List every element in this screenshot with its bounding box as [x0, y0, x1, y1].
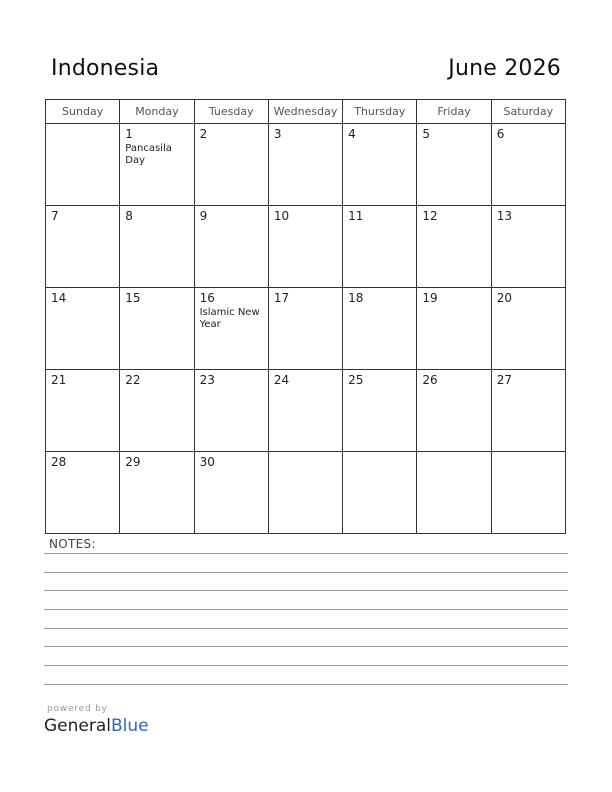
day-number: 20 — [496, 291, 512, 305]
day-cell — [343, 370, 417, 452]
brand-blue: Blue — [111, 716, 149, 736]
week-row — [46, 124, 566, 206]
day-number: 12 — [422, 209, 438, 223]
day-cell — [120, 452, 194, 534]
day-cell — [417, 206, 491, 288]
day-number: 5 — [422, 127, 431, 141]
note-line — [44, 572, 568, 573]
day-number: 25 — [348, 373, 364, 387]
day-cell — [268, 124, 342, 206]
day-cell — [46, 124, 120, 206]
day-cell — [120, 370, 194, 452]
powered-by-text: powered by — [47, 704, 108, 714]
day-number: 8 — [125, 209, 133, 223]
note-line — [44, 684, 568, 685]
day-number: 1 — [125, 127, 133, 141]
country-title: Indonesia — [51, 56, 160, 81]
day-number: 29 — [125, 455, 141, 469]
day-number: 24 — [273, 373, 290, 387]
day-cell — [268, 452, 342, 534]
day-number: 9 — [199, 209, 208, 223]
day-number: 15 — [125, 291, 141, 305]
note-line — [44, 646, 568, 647]
day-cell — [417, 288, 491, 370]
day-number: 17 — [273, 291, 290, 305]
day-cell — [194, 124, 268, 206]
day-cell — [194, 288, 268, 370]
note-line — [44, 628, 568, 629]
day-number: 18 — [348, 291, 364, 305]
weekday-thursday: Thursday — [343, 100, 417, 124]
weekday-friday: Friday — [417, 100, 491, 124]
day-number: 2 — [199, 127, 208, 141]
day-cell — [491, 370, 565, 452]
day-number: 4 — [348, 127, 356, 141]
day-cell — [268, 370, 342, 452]
day-cell — [120, 288, 194, 370]
day-cell — [491, 288, 565, 370]
day-number: 27 — [496, 373, 512, 387]
holiday-label: Pancasila Day — [125, 143, 172, 166]
day-number: 11 — [348, 209, 364, 223]
day-cell — [46, 452, 120, 534]
weekday-tuesday: Tuesday — [194, 100, 268, 124]
day-number: 6 — [496, 127, 505, 141]
day-cell — [268, 288, 342, 370]
day-number: 28 — [51, 455, 67, 469]
day-cell — [120, 206, 194, 288]
day-cell — [417, 370, 491, 452]
day-cell — [491, 124, 565, 206]
holiday-label: Islamic New Year — [199, 307, 260, 330]
day-number: 3 — [273, 127, 282, 141]
day-cell — [194, 370, 268, 452]
weekday-saturday: Saturday — [491, 100, 565, 124]
day-cell — [268, 206, 342, 288]
day-cell — [194, 452, 268, 534]
day-number: 7 — [51, 209, 59, 223]
day-number: 23 — [199, 373, 215, 387]
notes-label: NOTES: — [49, 537, 96, 551]
day-cell — [343, 124, 417, 206]
note-line — [44, 553, 568, 554]
day-cell — [120, 124, 194, 206]
note-line — [44, 609, 568, 610]
day-cell — [343, 206, 417, 288]
day-cell — [46, 206, 120, 288]
day-number: 30 — [199, 455, 215, 469]
weekday-header-row — [46, 100, 566, 124]
brand-logo — [44, 716, 149, 736]
week-row — [46, 370, 566, 452]
day-number: 13 — [496, 209, 512, 223]
day-cell — [343, 452, 417, 534]
day-number: 16 — [199, 291, 215, 305]
weekday-wednesday: Wednesday — [268, 100, 342, 124]
weekday-monday: Monday — [120, 100, 194, 124]
day-cell — [194, 206, 268, 288]
day-number: 19 — [422, 291, 438, 305]
day-cell — [46, 370, 120, 452]
day-cell — [417, 452, 491, 534]
day-cell — [491, 206, 565, 288]
note-line — [44, 590, 568, 591]
day-cell — [491, 452, 565, 534]
day-number: 14 — [51, 291, 67, 305]
week-row — [46, 288, 566, 370]
week-row — [46, 206, 566, 288]
brand-general: General — [44, 716, 111, 736]
month-year-title: June 2026 — [448, 56, 561, 81]
day-number: 21 — [51, 373, 67, 387]
note-line — [44, 665, 568, 666]
day-number: 26 — [422, 373, 438, 387]
week-row — [46, 452, 566, 534]
day-cell — [343, 288, 417, 370]
calendar-grid — [45, 99, 566, 534]
day-cell — [46, 288, 120, 370]
day-number: 10 — [273, 209, 290, 223]
weekday-sunday: Sunday — [46, 100, 120, 124]
day-cell — [417, 124, 491, 206]
day-number: 22 — [125, 373, 141, 387]
